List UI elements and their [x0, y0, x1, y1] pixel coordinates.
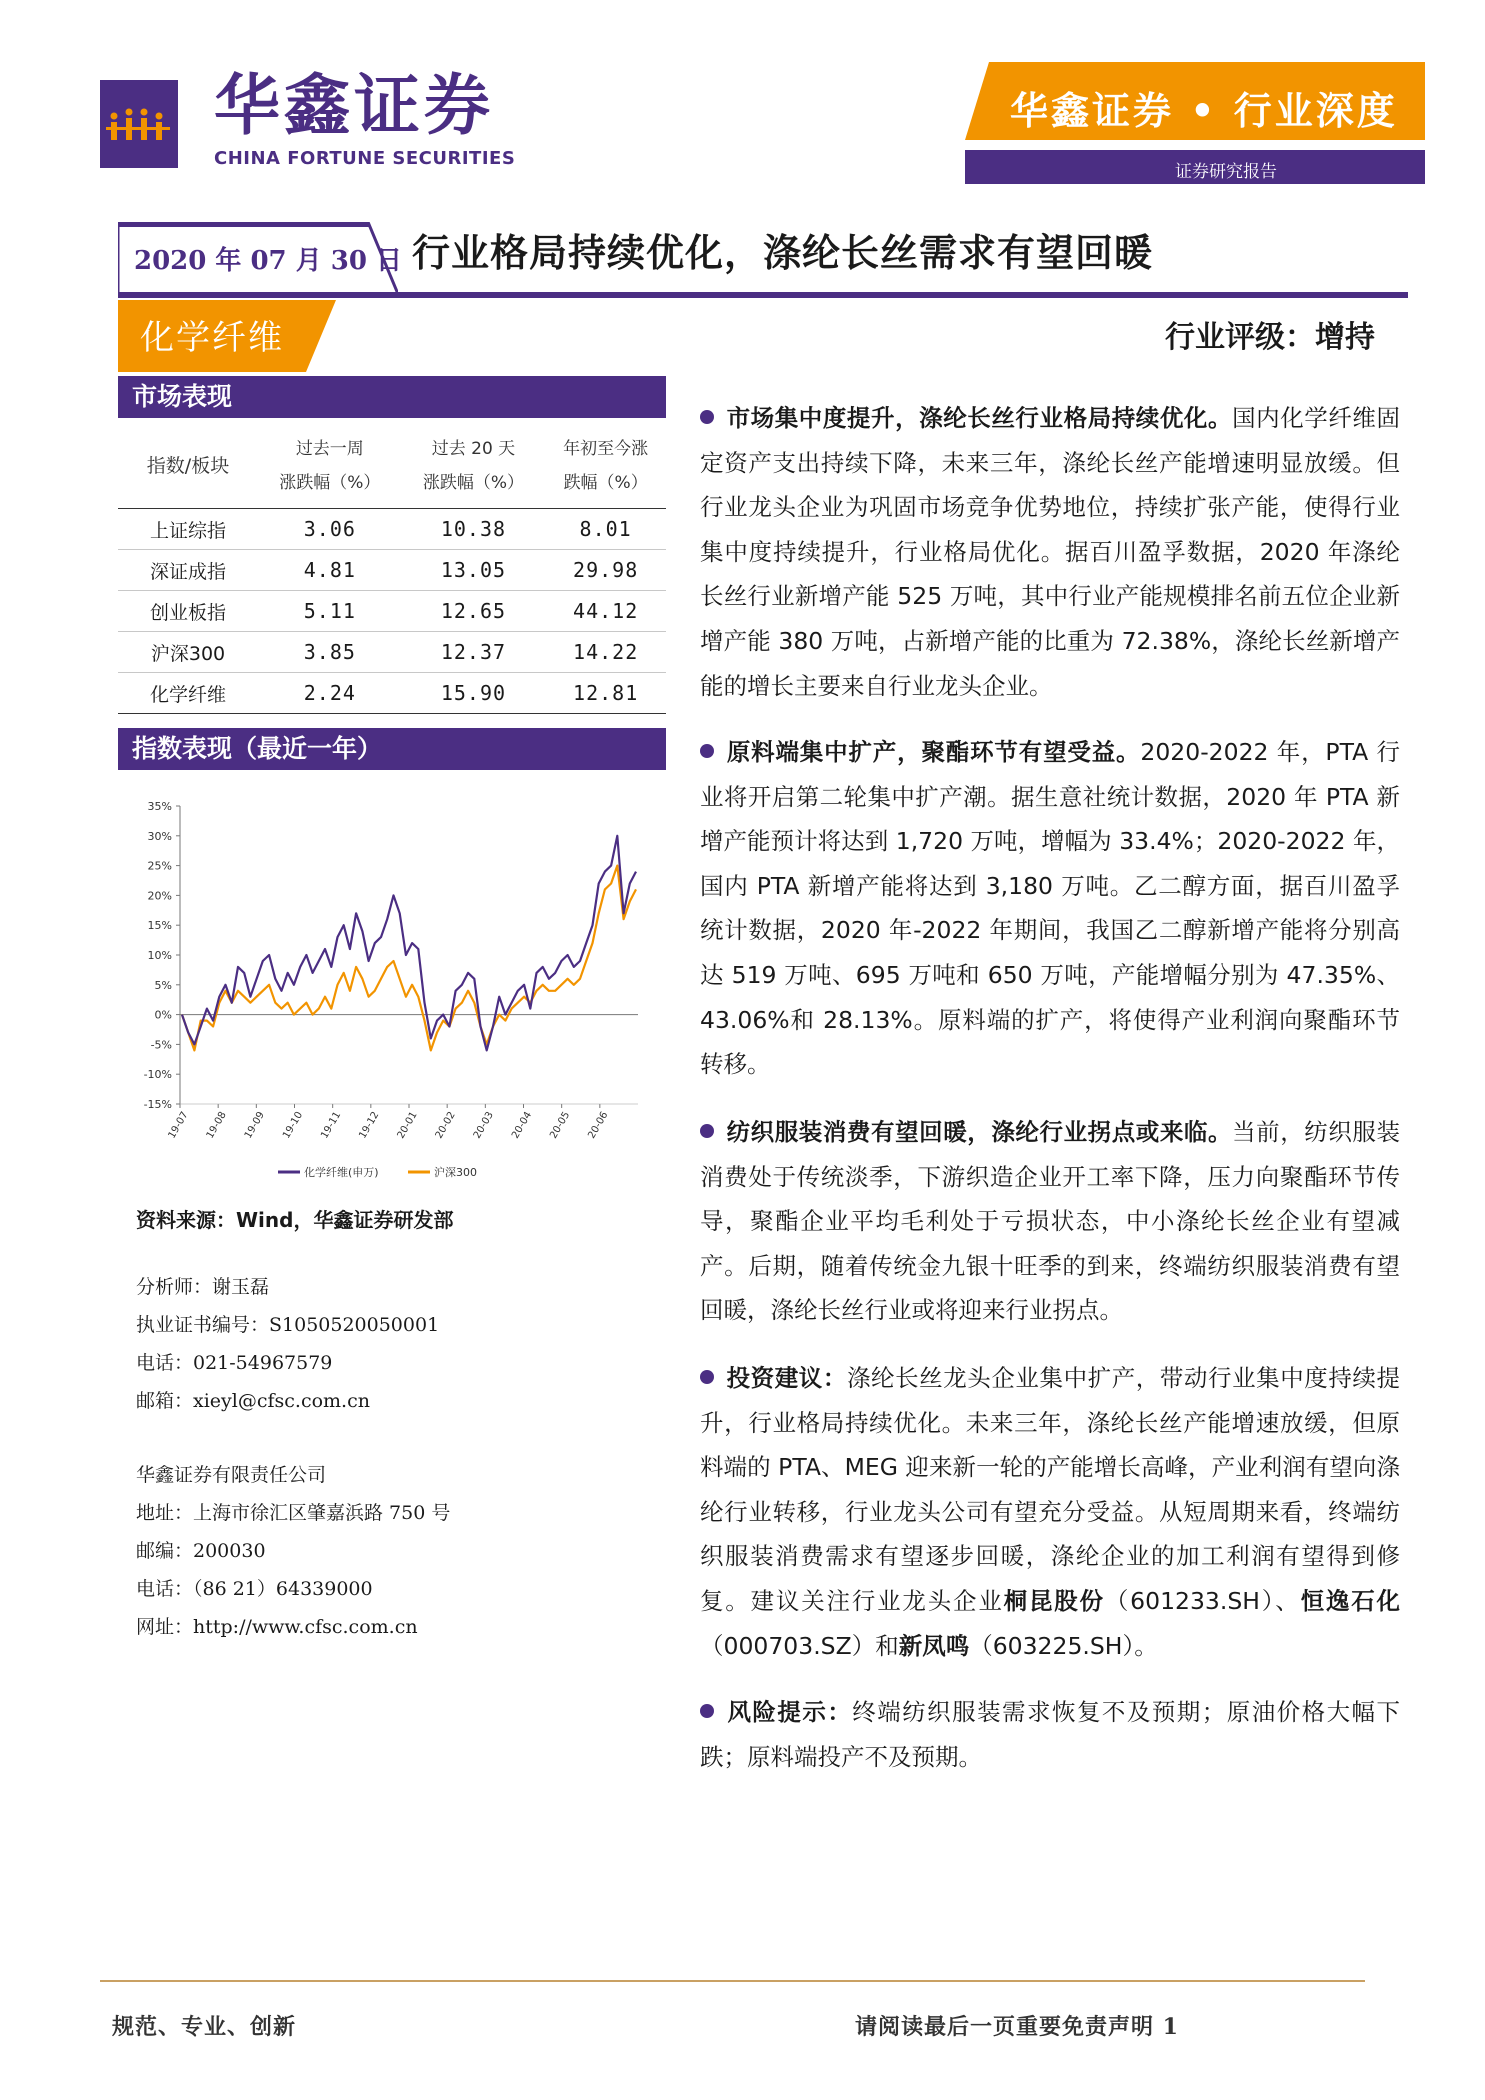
col-header-ytd [545, 424, 666, 509]
bullet-dot-icon [700, 1704, 714, 1718]
company-address: 地址：上海市徐汇区肇嘉浜路 750 号 [136, 1502, 451, 1524]
chart-source: 资料来源：Wind，华鑫证券研发部 [136, 1208, 454, 1232]
bullet-heading: 投资建议： [726, 1364, 847, 1392]
col-header-week [258, 424, 402, 509]
analyst-name: 分析师：谢玉磊 [136, 1276, 270, 1298]
company-website: 网址：http://www.cfsc.com.cn [136, 1616, 418, 1638]
row-week: 3.85 [258, 632, 402, 673]
chart-canvas [118, 792, 666, 1197]
y-tick-label: -10% [143, 1068, 172, 1082]
bullet-dot-icon [700, 1124, 714, 1138]
table-row [118, 591, 666, 632]
x-tick-label: 19-10 [281, 1110, 306, 1141]
legend-label: 化学纤维(申万) [304, 1166, 379, 1179]
table-row [118, 509, 666, 550]
row-week: 5.11 [258, 591, 402, 632]
x-tick-label: 20-02 [433, 1110, 458, 1141]
industry-rating: 行业评级：增持 [1165, 320, 1375, 355]
market-performance-table [118, 424, 666, 714]
analyst-phone: 电话：021-54967579 [136, 1352, 333, 1374]
x-tick-label: 20-03 [471, 1110, 496, 1141]
row-name: 创业板指 [118, 591, 258, 632]
row-ytd: 29.98 [545, 550, 666, 591]
company-phone: 电话：（86 21）64339000 [136, 1578, 373, 1600]
company-full-name: 华鑫证券有限责任公司 [136, 1464, 327, 1486]
table-header-row [118, 424, 666, 509]
row-ytd: 14.22 [545, 632, 666, 673]
bullet-body: 国内化学纤维固定资产支出持续下降，未来三年，涤纶长丝产能增速明显放缓。但行业龙头企业为巩固市场竞争优势地位，持续扩张产能，使得行业集中度持续提升，行业格局优化。据百川盈孚数据，2020 年涤纶长丝行业新增产能 525 万吨，其中行业产能规模排名前五位企业新增产能 380 万吨，占新增产能的比重为 72.38%，涤纶长丝新增产能的增长主要来自行业龙头企业。 [700, 404, 1401, 700]
index-performance-chart [118, 792, 666, 1197]
y-tick-label: 5% [154, 978, 172, 992]
report-type-label: 华鑫证券 • 行业深度 [1010, 88, 1398, 133]
report-date: 2020 年 07 月 30 日 [134, 246, 402, 276]
y-tick-label: 30% [147, 829, 172, 843]
footer-divider [100, 1980, 1365, 1982]
row-20d: 15.90 [402, 673, 546, 714]
bullet-dot-icon [700, 1370, 714, 1384]
bullet-raw-material [700, 730, 1400, 1087]
title-divider [118, 292, 1408, 298]
x-tick-label: 20-06 [586, 1110, 611, 1141]
analyst-license: 执业证书编号：S1050520050001 [136, 1314, 440, 1336]
row-name: 上证综指 [118, 509, 258, 550]
footer-disclaimer-note: 请阅读最后一页重要免责声明 1 [855, 2014, 1179, 2040]
series-line [182, 836, 636, 1051]
row-20d: 12.65 [402, 591, 546, 632]
row-name: 化学纤维 [118, 673, 258, 714]
col-header-ytd-line2: 跌幅（%） [563, 473, 648, 493]
bullet-heading: 风险提示： [726, 1698, 853, 1726]
report-title: 行业格局持续优化，涤纶长丝需求有望回暖 [412, 231, 1154, 275]
table-row [118, 673, 666, 714]
y-tick-label: 10% [147, 949, 172, 962]
x-tick-label: 19-09 [242, 1110, 267, 1141]
table-row [118, 632, 666, 673]
bullet-consumption-recovery [700, 1110, 1400, 1333]
x-tick-label: 20-04 [510, 1110, 535, 1141]
y-tick-label: 20% [147, 889, 172, 903]
bullet-body: 涤纶长丝龙头企业集中扩产，带动行业集中度持续提升，行业格局持续优化。未来三年，涤纶长丝产能增速放缓，但原料端的 PTA、MEG 迎来新一轮的产能增长高峰，产业利润有望向涤纶行业转移，行业龙头公司有望充分受益。从短周期来看，终端纺织服装消费需求有望逐步回暖，涤纶企业的加工利润有望得到修复。建议关注行业龙头企业 [700, 1364, 1401, 1615]
bullet-investment-advice [700, 1356, 1400, 1668]
bullet-body: 2020-2022 年，PTA 行业将开启第二轮集中扩产潮。据生意社统计数据，2020 年 PTA 新增产能预计将达到 1,720 万吨，增幅为 33.4%；2020-2022 年，国内 PTA 新增产能将达到 3,180 万吨。乙二醇方面，据百川盈孚统计数据，2020 年-2022 年期间，我国乙二醇新增产能将分别高达 519 万吨、695 万吨和 650 万吨，产能增幅分别为 47.35%、43.06%和 28.13%。原料端的扩产，将使得产业利润向聚酯环节转移。 [700, 738, 1401, 1079]
y-tick-label: 25% [147, 859, 172, 873]
x-tick-label: 19-12 [357, 1110, 382, 1141]
y-tick-label: -15% [143, 1098, 172, 1111]
row-week: 2.24 [258, 673, 402, 714]
row-20d: 13.05 [402, 550, 546, 591]
col-header-week-line1: 过去一周 [295, 439, 364, 459]
report-subtype-label: 证券研究报告 [1175, 162, 1277, 182]
bullet-heading: 市场集中度提升，涤纶长丝行业格局持续优化。 [726, 404, 1233, 432]
bullet-heading: 原料端集中扩产，聚酯环节有望受益。 [726, 738, 1141, 766]
x-tick-label: 19-08 [204, 1110, 229, 1141]
row-week: 4.81 [258, 550, 402, 591]
col-header-ytd-line1: 年初至今涨 [563, 439, 649, 459]
y-tick-label: 15% [147, 919, 172, 933]
x-tick-label: 19-11 [319, 1110, 344, 1141]
stock-code: （603225.SH）。 [969, 1631, 1158, 1660]
stock-code: （000703.SZ）和 [700, 1631, 899, 1660]
company-name-en: CHINA FORTUNE SECURITIES [214, 148, 516, 169]
bullet-body: 终端纺织服装需求恢复不及预期；原油价格大幅下跌；原料端投产不及预期。 [700, 1698, 1401, 1771]
col-header-20d-line2: 涨跌幅（%） [422, 473, 525, 493]
series-line [182, 866, 636, 1051]
row-ytd: 44.12 [545, 591, 666, 632]
col-header-index: 指数/板块 [118, 424, 258, 509]
company-logo-mark [100, 80, 178, 168]
table-row [118, 550, 666, 591]
legend-label: 沪深300 [434, 1166, 477, 1179]
index-section-title: 指数表现（最近一年） [118, 728, 666, 770]
col-header-week-line2: 涨跌幅（%） [279, 473, 381, 493]
col-header-20d [402, 424, 546, 509]
y-tick-label: 35% [147, 800, 172, 813]
bullet-dot-icon [700, 410, 714, 424]
bullet-heading: 纺织服装消费有望回暖，涤纶行业拐点或来临。 [726, 1118, 1233, 1146]
bullet-risk-warning [700, 1690, 1400, 1779]
row-name: 沪深300 [118, 632, 258, 673]
industry-label: 化学纤维 [140, 318, 284, 358]
row-ytd: 12.81 [545, 673, 666, 714]
stock-code: （601233.SH）、 [1104, 1586, 1301, 1615]
company-postcode: 邮编：200030 [136, 1540, 266, 1562]
col-header-20d-line1: 过去 20 天 [431, 439, 516, 459]
y-tick-label: -5% [150, 1038, 172, 1052]
x-tick-label: 20-05 [548, 1110, 573, 1141]
bullet-body: 当前，纺织服装消费处于传统淡季，下游织造企业开工率下降，压力向聚酯环节传导，聚酯企业平均毛利处于亏损状态，中小涤纶长丝企业有望减产。后期，随着传统金九银十旺季的到来，终端纺织服装消费有望回暖，涤纶长丝行业或将迎来行业拐点。 [700, 1118, 1401, 1325]
bullet-dot-icon [700, 744, 714, 758]
row-20d: 12.37 [402, 632, 546, 673]
footer-motto: 规范、专业、创新 [112, 2014, 297, 2040]
row-week: 3.06 [258, 509, 402, 550]
analyst-email: 邮箱：xieyl@cfsc.com.cn [136, 1390, 370, 1412]
row-ytd: 8.01 [545, 509, 666, 550]
x-tick-label: 19-07 [166, 1110, 191, 1141]
row-name: 深证成指 [118, 550, 258, 591]
y-tick-label: 0% [154, 1008, 172, 1022]
stock-name: 恒逸石化 [1300, 1586, 1401, 1615]
market-section-title: 市场表现 [118, 376, 666, 418]
row-20d: 10.38 [402, 509, 546, 550]
x-tick-label: 20-01 [395, 1110, 420, 1141]
company-name-cn: 华鑫证券 [214, 67, 494, 144]
stock-name: 新凤鸣 [898, 1631, 970, 1660]
bullet-market-concentration [700, 396, 1400, 708]
stock-name: 桐昆股份 [1003, 1586, 1105, 1615]
